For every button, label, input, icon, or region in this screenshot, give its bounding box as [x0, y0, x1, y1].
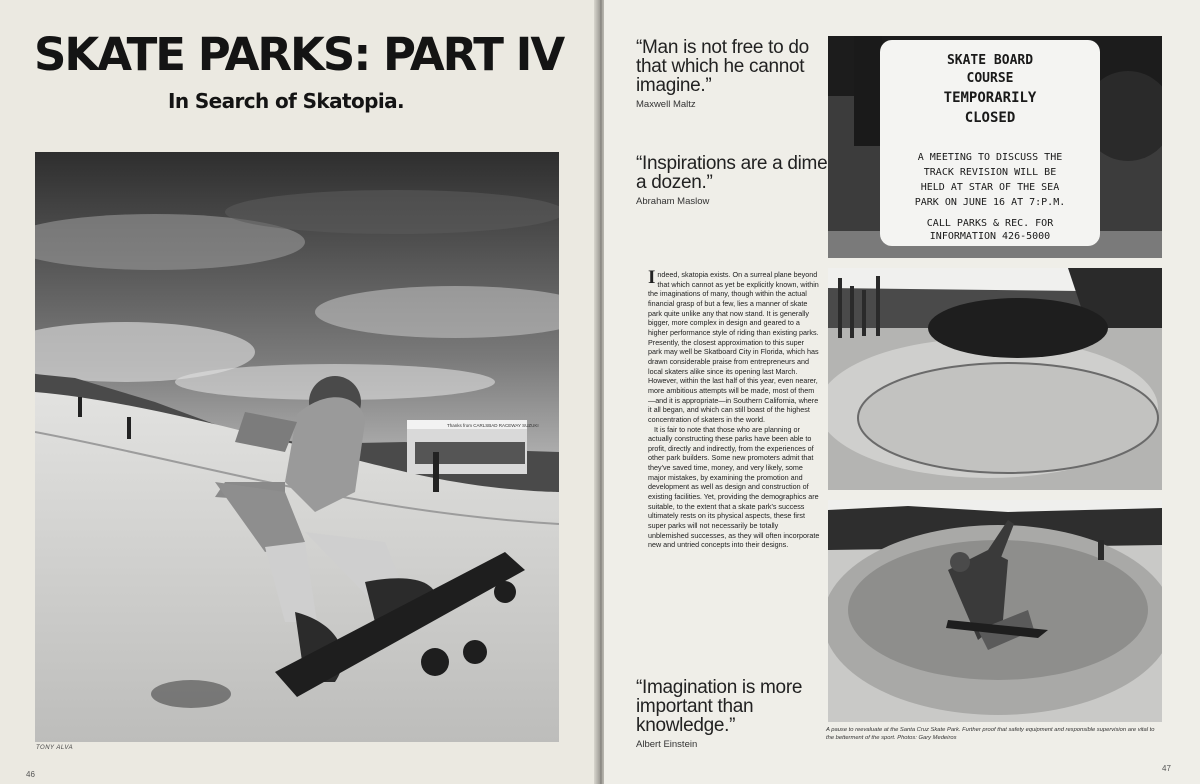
sign-line: CLOSED — [964, 110, 1016, 126]
sign-line: COURSE — [966, 71, 1014, 86]
drop-cap: I — [648, 267, 656, 288]
left-page — [0, 0, 598, 784]
raceway-sign-text: Thanks from CARLSBAD RACEWAY SUZUKI — [447, 423, 539, 428]
quote-author: Maxwell Maltz — [636, 99, 696, 110]
quote-einstein — [636, 678, 836, 750]
page-number-left: 46 — [26, 770, 35, 779]
sign-line: A MEETING TO DISCUSS THE — [917, 152, 1063, 163]
fallen-skater-photo — [828, 500, 1162, 722]
quote-author: Abraham Maslow — [636, 196, 710, 207]
quote-maslow — [636, 154, 836, 207]
article-paragraph-2: It is fair to note that those who are planning or actually constructing these parks have been able to profit, directly and indirectly, from the experiences of other park builders. Some new promoters admit that they've saved time, money, and very likely, some major mistakes, by examining the promotion and development as well as design and construction of existing facilities. Yet, providing the demographics are suitable, to the extent that a skate park's success ultimately rests on its physical aspects, these first super parks will not necessarily be totally unblemished successes, as they will often incorporate new and untried concepts into their designs. — [648, 424, 820, 550]
quote-text: “Imagination is more important than knowledge.” — [636, 677, 803, 736]
quote-maltz — [636, 38, 836, 110]
photo-credit: TONY ALVA — [36, 745, 74, 751]
article-paragraph-1: ndeed, skatopia exists. On a surreal plane beyond that which cannot as yet be explicitly known, within the imaginations of many, though within the actual financial grasp of but a few, lies a manner of skate park quite unlike any that now stand. It is generally bigger, more complex in design and geared to a higher performance style of riding than existing parks. Presently, the closest approximation to this super park may well be Skatboard City in Florida, which has drawn considerable praise from entrepreneurs and local skaters alike since its opening last March. However, within the last half of this year, even nearer, more ambitious attempts will be made, most of them—and it is appropriate—in Southern California, where it all began, and which can still boast of the highest concentration of skaters in the world. — [648, 270, 819, 424]
closed-sign-photo — [828, 36, 1162, 258]
sign-line: SKATE BOARD — [946, 53, 1034, 68]
skater-main-photo — [35, 152, 559, 742]
sign-line: INFORMATION 426-5000 — [929, 231, 1051, 242]
article-body — [648, 267, 820, 550]
quote-author: Albert Einstein — [636, 739, 698, 750]
sign-line: TEMPORARILY — [943, 90, 1037, 106]
empty-bowl-photo — [828, 268, 1162, 490]
sign-line: TRACK REVISION WILL BE — [923, 167, 1057, 178]
article-title: SKATE PARKS: PART IV — [34, 28, 564, 81]
quote-text: “Inspirations are a dime a dozen.” — [636, 153, 828, 193]
photo-caption: A pause to reevaluate at the Santa Cruz Skate Park. Further proof that safety equipment and responsible supervision are vital to the betterment of the sport. Photos: Gary Medeiros — [826, 727, 1155, 741]
sign-line: CALL PARKS & REC. FOR — [926, 218, 1054, 229]
sign-line: HELD AT STAR OF THE SEA — [920, 182, 1060, 193]
sign-line: PARK ON JUNE 16 AT 7:P.M. — [914, 197, 1066, 208]
quote-text: “Man is not free to do that which he cannot imagine.” — [636, 37, 809, 96]
right-page — [604, 0, 1200, 784]
page-number-right: 47 — [1162, 764, 1171, 773]
article-subtitle: In Search of Skatopia. — [168, 89, 404, 113]
